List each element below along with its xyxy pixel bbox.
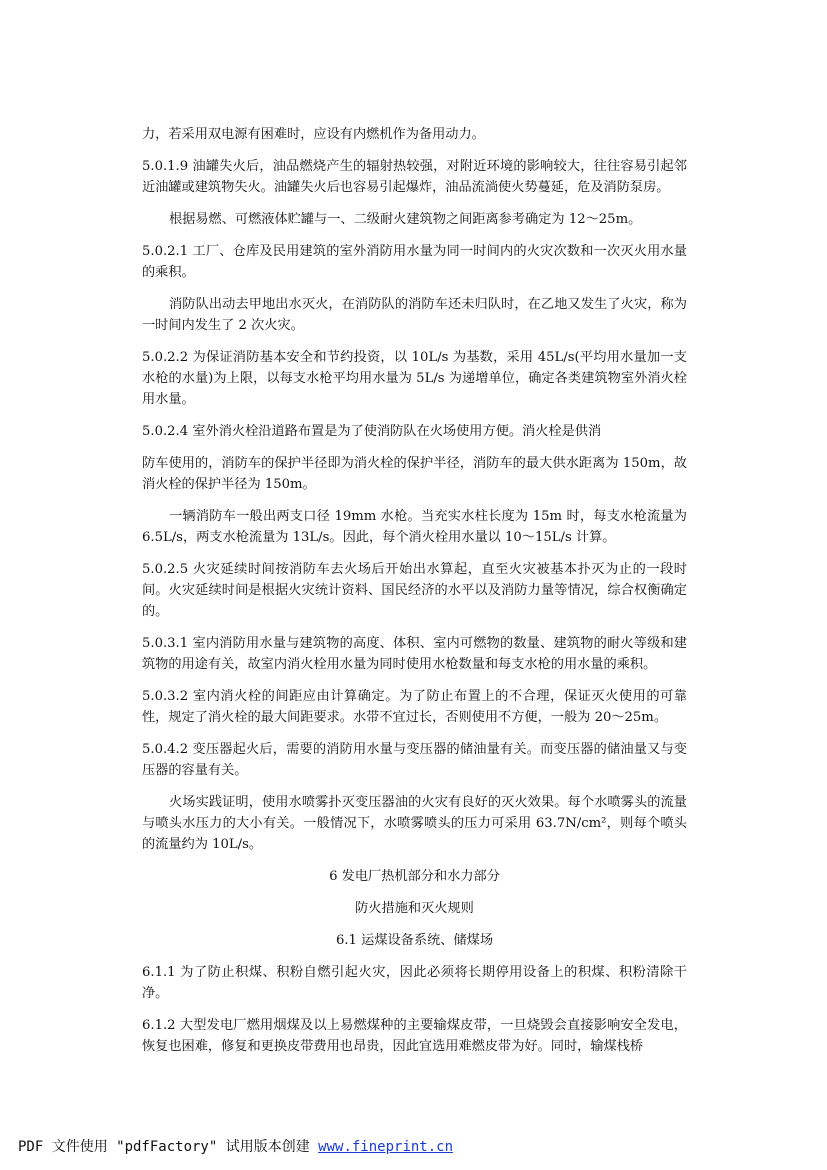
paragraph-5-0-1-9: 5.0.1.9 油罐失火后，油品燃烧产生的辐射热较强，对附近环境的影响较大，往往容易引起邻近油罐或建筑物失火。油罐失火后也容易引起爆炸，油品流淌使火势蔓延，危及消防泵房。 [142,159,687,195]
paragraph-fire-truck-note: 一辆消防车一般出两支口径 19mm 水枪。当充实水柱长度为 15m 时，每支水枪流量为 6.5L/s，两支水枪流量为 13L/s。因此，每个消火栓用水量以 10～15L/s 计算。 [142,509,687,545]
paragraph-5-0-3-2: 5.0.3.2 室内消火栓的间距应由计算确定。为了防止布置上的不合理，保证灭火使用的可靠性，规定了消火栓的最大间距要求。水带不宜过长，否则使用不方便，一般为 20～25m。 [142,689,687,725]
paragraph-water-spray-note: 火场实践证明，使用水喷雾扑灭变压器油的火灾有良好的灭火效果。每个水喷雾头的流量与喷头水压力的大小有关。一般情况下，水喷雾喷头的压力可采用 63.7N/cm²，则每个喷头的流量约为 10L/s。 [142,795,687,852]
paragraph-6-1-1: 6.1.1 为了防止积煤、积粉自燃引起火灾，因此必须将长期停用设备上的积煤、积粉清除干净。 [142,965,687,1001]
paragraph-5-0-2-2: 5.0.2.2 为保证消防基本安全和节约投资，以 10L/s 为基数，采用 45L/s(平均用水量加一支水枪的水量)为上限，以每支水枪平均用水量为 5L/s 为递增单位，确定各类建筑物室外消火栓用水量。 [142,350,687,407]
paragraph-continuation: 力，若采用双电源有困难时，应设有内燃机作为备用动力。 [142,127,485,142]
footer-link[interactable]: www.fineprint.cn [318,1139,454,1155]
paragraph-6-1-2: 6.1.2 大型发电厂燃用烟煤及以上易燃煤种的主要输煤皮带，一旦烧毁会直接影响安全发电，恢复也困难，修复和更换皮带费用也昂贵，因此宜选用难燃皮带为好。同时，输煤栈桥 [142,1018,687,1054]
paragraph-5-0-2-5: 5.0.2.5 火灾延续时间按消防车去火场后开始出水算起，直至火灾被基本扑灭为止的一段时间。火灾延续时间是根据火灾统计资料、国民经济的水平以及消防力量等情况，综合权衡确定的。 [142,562,687,619]
paragraph-distance-note: 根据易燃、可燃液体贮罐与一、二级耐火建筑物之间距离参考确定为 12～25m。 [169,212,642,227]
footer-text: PDF 文件使用 "pdfFactory" 试用版本创建 [18,1139,319,1155]
document-body [142,124,687,1057]
paragraph-fire-count-note: 消防队出动去甲地出水灭火，在消防队的消防车还未归队时，在乙地又发生了火灾，称为一时间内发生了 2 次火灾。 [142,297,687,333]
paragraph-5-0-2-1: 5.0.2.1 工厂、仓库及民用建筑的室外消防用水量为同一时间内的火灾次数和一次灭火用水量的乘积。 [142,244,687,280]
pdf-footer [18,1136,453,1156]
chapter-heading: 6 发电厂热机部分和水力部分 [329,869,500,884]
paragraph-5-0-4-2: 5.0.4.2 变压器起火后，需要的消防用水量与变压器的储油量有关。而变压器的储油量又与变压器的容量有关。 [142,742,687,778]
paragraph-5-0-2-4: 5.0.2.4 室外消火栓沿道路布置是为了使消防队在火场使用方便。消火栓是供消 [142,424,602,439]
chapter-subheading: 防火措施和灭火规则 [355,901,474,916]
paragraph-5-0-2-4-cont: 防车使用的，消防车的保护半径即为消火栓的保护半径，消防车的最大供水距离为 150m，故消火栓的保护半径为 150m。 [142,456,687,492]
paragraph-5-0-3-1: 5.0.3.1 室内消防用水量与建筑物的高度、体积、室内可燃物的数量、建筑物的耐火等级和建筑物的用途有关，故室内消火栓用水量为同时使用水枪数量和每支水枪的用水量的乘积。 [142,636,687,672]
section-heading: 6.1 运煤设备系统、储煤场 [335,933,494,948]
